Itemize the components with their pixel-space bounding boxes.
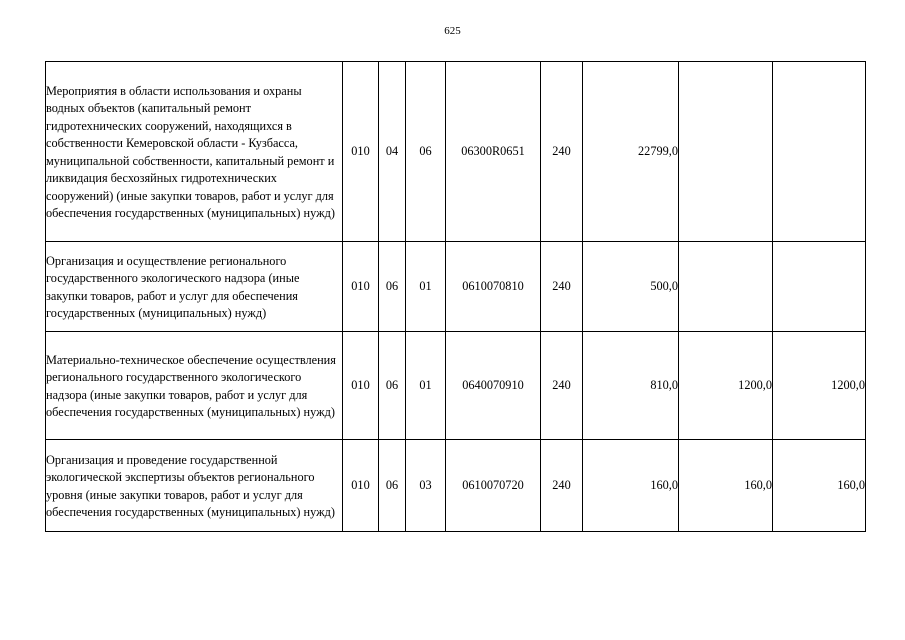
- table-row: [46, 332, 866, 440]
- target-article-code: 0640070910: [446, 332, 541, 440]
- table-row: [46, 62, 866, 242]
- amount-year-3: 160,0: [773, 440, 866, 532]
- ministry-code: 010: [343, 242, 379, 332]
- amount-year-1: 810,0: [583, 332, 679, 440]
- row-description: Мероприятия в области использования и охраны водных объектов (капитальный ремонт гидротехнических сооружений, находящихся в собственности Кемеровской области - Кузбасса, муниципальной собственности, капитальный ремонт и ликвидация бесхозяйных гидротехнических сооружений) (иные закупки товаров, работ и услуг для обеспечения государственных (муниципальных) нужд): [46, 62, 343, 242]
- section-code: 06: [379, 332, 406, 440]
- amount-year-3: [773, 62, 866, 242]
- ministry-code: 010: [343, 332, 379, 440]
- amount-year-1: 500,0: [583, 242, 679, 332]
- table-row: [46, 242, 866, 332]
- budget-table: [45, 61, 866, 532]
- row-description: Материально-техническое обеспечение осуществления регионального государственного экологического надзора (иные закупки товаров, работ и услуг для обеспечения государственных (муниципальных) нужд): [46, 332, 343, 440]
- section-code: 06: [379, 440, 406, 532]
- amount-year-2: [679, 242, 773, 332]
- ministry-code: 010: [343, 62, 379, 242]
- amount-year-2: 1200,0: [679, 332, 773, 440]
- subsection-code: 01: [406, 242, 446, 332]
- target-article-code: 06300R0651: [446, 62, 541, 242]
- subsection-code: 03: [406, 440, 446, 532]
- subsection-code: 06: [406, 62, 446, 242]
- expense-type-code: 240: [541, 332, 583, 440]
- amount-year-1: 160,0: [583, 440, 679, 532]
- amount-year-3: [773, 242, 866, 332]
- ministry-code: 010: [343, 440, 379, 532]
- row-description: Организация и осуществление регионального государственного экологического надзора (иные закупки товаров, работ и услуг для обеспечения государственных (муниципальных) нужд): [46, 242, 343, 332]
- target-article-code: 0610070810: [446, 242, 541, 332]
- subsection-code: 01: [406, 332, 446, 440]
- section-code: 06: [379, 242, 406, 332]
- row-description: Организация и проведение государственной экологической экспертизы объектов регионального уровня (иные закупки товаров, работ и услуг для обеспечения государственных (муниципальных) нужд): [46, 440, 343, 532]
- expense-type-code: 240: [541, 440, 583, 532]
- amount-year-2: [679, 62, 773, 242]
- amount-year-3: 1200,0: [773, 332, 866, 440]
- amount-year-2: 160,0: [679, 440, 773, 532]
- amount-year-1: 22799,0: [583, 62, 679, 242]
- table-row: [46, 440, 866, 532]
- expense-type-code: 240: [541, 242, 583, 332]
- page-number: 625: [444, 25, 461, 37]
- expense-type-code: 240: [541, 62, 583, 242]
- target-article-code: 0610070720: [446, 440, 541, 532]
- section-code: 04: [379, 62, 406, 242]
